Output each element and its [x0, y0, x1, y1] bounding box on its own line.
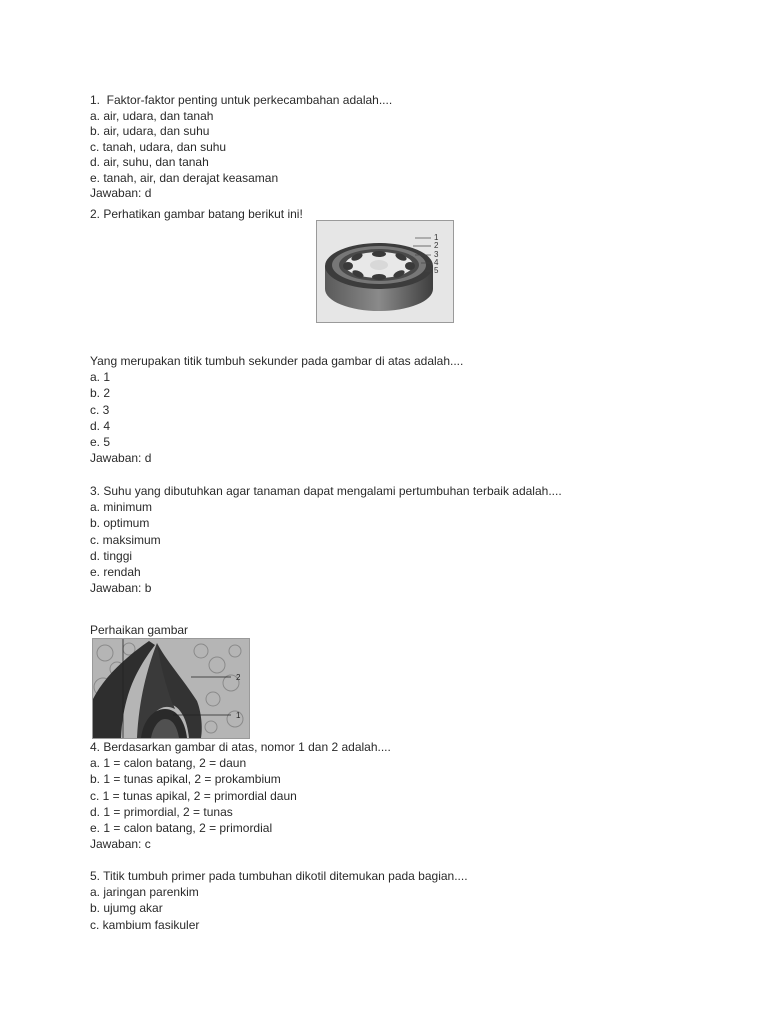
question-4-option-c: c. 1 = tunas apikal, 2 = primordial daun — [90, 788, 297, 803]
question-5-option-b: b. ujumg akar — [90, 901, 163, 916]
question-2-option-d: d. 4 — [90, 418, 111, 433]
question-2-body — [90, 353, 463, 466]
stem-label-4: 4 — [434, 258, 439, 267]
apex-label-2: 2 — [236, 673, 241, 682]
question-3-option-b: b. optimum — [90, 516, 150, 531]
shoot-apex-drawing — [93, 639, 249, 738]
question-2-option-a: a. 1 — [90, 370, 111, 385]
question-2-option-b: b. 2 — [90, 386, 111, 401]
question-3-text: 3. Suhu yang dibutuhkan agar tanaman dapat mengalami pertumbuhan terbaik adalah.... — [90, 484, 562, 498]
question-2-option-c: c. 3 — [90, 402, 110, 417]
question-2 — [90, 207, 303, 223]
question-1-answer: Jawaban: d — [90, 186, 152, 200]
question-4-option-a: a. 1 = calon batang, 2 = daun — [90, 756, 247, 771]
question-2-answer: Jawaban: d — [90, 451, 152, 466]
question-3-option-d: d. tinggi — [90, 548, 133, 563]
stem-label-3: 3 — [434, 250, 439, 259]
question-1-option-d: d. air, suhu, dan tanah — [90, 155, 209, 169]
question-5 — [90, 868, 468, 933]
question-3-option-a: a. minimum — [90, 500, 153, 515]
stem-label-5: 5 — [434, 266, 439, 275]
question-4-option-b: b. 1 = tunas apikal, 2 = prokambium — [90, 772, 281, 787]
question-4-option-e: e. 1 = calon batang, 2 = primordial — [90, 820, 273, 835]
apex-label-1: 1 — [236, 711, 241, 720]
question-1-option-a: a. air, udara, dan tanah — [90, 108, 214, 123]
question-3 — [90, 483, 562, 596]
question-2-text: 2. Perhatikan gambar batang berikut ini! — [90, 207, 303, 221]
question-1-option-c: c. tanah, udara, dan suhu — [90, 139, 227, 154]
stem-cross-section-image — [316, 220, 454, 323]
question-1 — [90, 93, 392, 202]
question-3-answer: Jawaban: b — [90, 581, 152, 596]
question-5-option-c: c. kambium fasikuler — [90, 917, 200, 932]
question-1-option-b: b. air, udara, dan suhu — [90, 124, 210, 138]
question-4-intro — [90, 623, 188, 639]
question-4-intro-text: Perhaikan gambar — [90, 623, 189, 637]
shoot-apex-micrograph-image — [92, 638, 250, 739]
question-4-text: 4. Berdasarkan gambar di atas, nomor 1 dan 2 adalah.... — [90, 740, 391, 754]
question-4-answer: Jawaban: c — [90, 837, 151, 852]
question-1-option-e: e. tanah, air, dan derajat keasaman — [90, 170, 279, 185]
question-2-option-e: e. 5 — [90, 434, 111, 449]
stem-label-1: 1 — [434, 233, 439, 242]
question-4 — [90, 739, 391, 852]
question-3-option-e: e. rendah — [90, 564, 141, 579]
question-4-option-d: d. 1 = primordial, 2 = tunas — [90, 804, 233, 819]
question-5-option-a: a. jaringan parenkim — [90, 885, 199, 900]
question-5-text: 5. Titik tumbuh primer pada tumbuhan dikotil ditemukan pada bagian.... — [90, 869, 468, 883]
stem-label-2: 2 — [434, 241, 439, 250]
question-2-prompt: Yang merupakan titik tumbuh sekunder pada gambar di atas adalah.... — [90, 354, 464, 368]
question-1-text: 1. Faktor-faktor penting untuk perkecambahan adalah.... — [90, 93, 393, 107]
stem-cross-section-drawing — [317, 221, 453, 322]
question-3-option-c: c. maksimum — [90, 532, 161, 547]
